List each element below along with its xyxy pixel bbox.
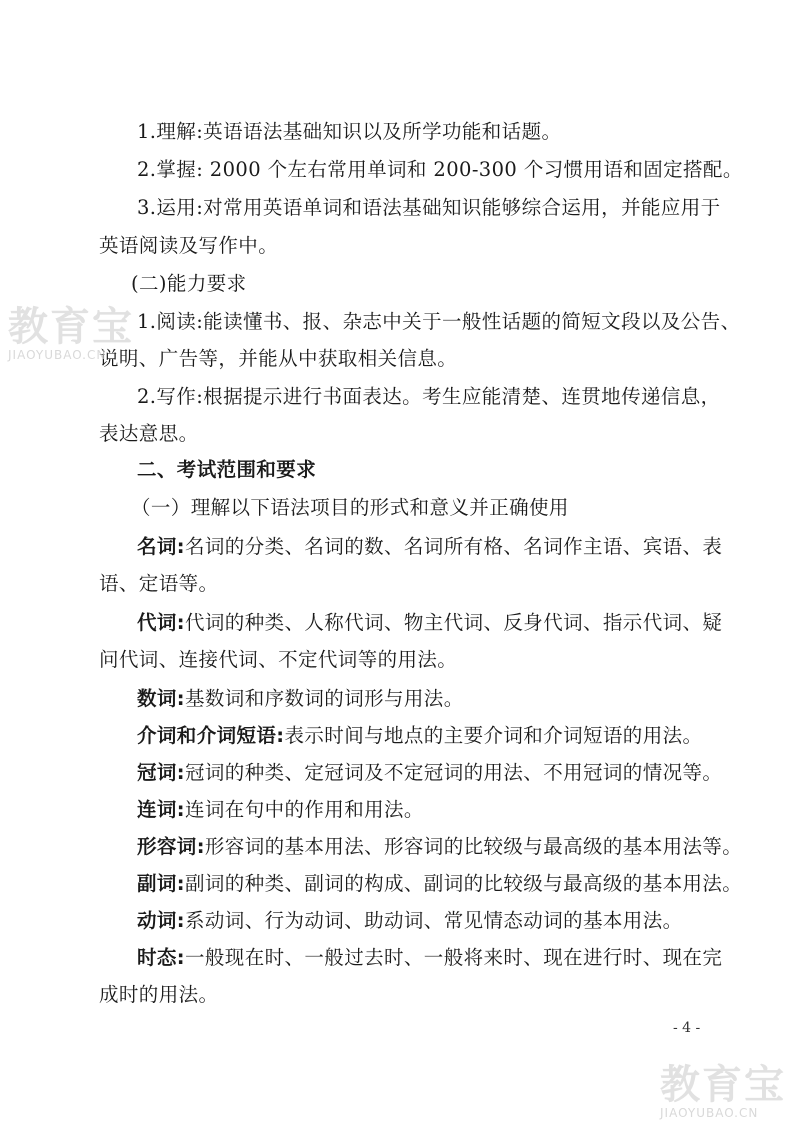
term-preposition: 介词和介词短语: <box>137 724 285 747</box>
watermark-brand: 教育宝 <box>8 304 134 350</box>
watermark-bottom-right <box>660 1064 786 1120</box>
section-heading-scope: 二、考试范围和要求 <box>137 458 317 481</box>
watermark-domain: JIAOYUBAO.CN <box>8 348 107 362</box>
desc-noun-line1: 名词的分类、名词的数、名词所有格、名词作主语、宾语、表 <box>185 535 723 558</box>
desc-numeral: 基数词和序数词的词形与用法。 <box>185 687 464 710</box>
watermark-left <box>8 306 134 362</box>
objective-master: 2.掌握: 2000 个左右常用单词和 200-300 个习惯用语和固定搭配。 <box>137 158 743 181</box>
objective-apply-line1: 3.运用:对常用英语单词和语法基础知识能够综合运用，并能应用于 <box>137 196 721 219</box>
section-ability-requirements: (二)能力要求 <box>131 272 247 295</box>
term-tense: 时态: <box>137 946 185 969</box>
ability-reading-line2: 说明、广告等，并能从中获取相关信息。 <box>99 347 458 370</box>
term-conjunction: 连词: <box>137 798 185 821</box>
ability-writing-line1: 2.写作:根据提示进行书面表达。考生应能清楚、连贯地传递信息， <box>137 385 721 408</box>
term-adverb: 副词: <box>137 872 185 895</box>
grammar-item-pronoun <box>137 611 722 635</box>
page-number: - 4 - <box>673 1020 701 1036</box>
grammar-item-article <box>137 761 722 785</box>
desc-pronoun-line1: 代词的种类、人称代词、物主代词、反身代词、指示代词、疑 <box>185 611 723 634</box>
desc-adjective: 形容词的基本用法、形容词的比较级与最高级的基本用法等。 <box>204 835 743 858</box>
grammar-item-adverb <box>137 872 742 896</box>
desc-tense-line2: 成时的用法。 <box>99 983 219 1006</box>
term-verb: 动词: <box>137 909 185 932</box>
watermark-domain: JIAOYUBAO.CN <box>660 1106 759 1120</box>
term-pronoun: 代词: <box>137 611 185 634</box>
term-adjective: 形容词: <box>137 835 205 858</box>
desc-pronoun-line2: 问代词、连接代词、不定代词等的用法。 <box>99 648 458 671</box>
grammar-item-verb <box>137 909 683 933</box>
grammar-item-tense <box>137 946 722 970</box>
grammar-item-noun <box>137 535 722 559</box>
desc-adverb: 副词的种类、副词的构成、副词的比较级与最高级的基本用法。 <box>185 872 743 895</box>
grammar-item-numeral <box>137 687 464 711</box>
term-article: 冠词: <box>137 761 185 784</box>
grammar-item-conjunction <box>137 798 424 822</box>
desc-noun-line2: 语、定语等。 <box>99 572 219 595</box>
desc-preposition: 表示时间与地点的主要介词和介词短语的用法。 <box>284 724 703 747</box>
desc-verb: 系动词、行为动词、助动词、常见情态动词的基本用法。 <box>185 909 683 932</box>
desc-conjunction: 连词在句中的作用和用法。 <box>185 798 424 821</box>
ability-reading-line1: 1.阅读:能读懂书、报、杂志中关于一般性话题的简短文段以及公告、 <box>137 310 741 333</box>
term-numeral: 数词: <box>137 687 185 710</box>
desc-article: 冠词的种类、定冠词及不定冠词的用法、不用冠词的情况等。 <box>185 761 723 784</box>
ability-writing-line2: 表达意思。 <box>99 422 199 445</box>
watermark-brand: 教育宝 <box>660 1062 786 1108</box>
desc-tense-line1: 一般现在时、一般过去时、一般将来时、现在进行时、现在完 <box>185 946 723 969</box>
grammar-item-preposition <box>137 724 702 748</box>
grammar-intro: （一）理解以下语法项目的形式和意义并正确使用 <box>131 496 569 519</box>
objective-understand: 1.理解:英语语法基础知识以及所学功能和话题。 <box>137 120 562 143</box>
objective-apply-line2: 英语阅读及写作中。 <box>99 234 279 257</box>
term-noun: 名词: <box>137 535 185 558</box>
grammar-item-adjective <box>137 835 742 859</box>
